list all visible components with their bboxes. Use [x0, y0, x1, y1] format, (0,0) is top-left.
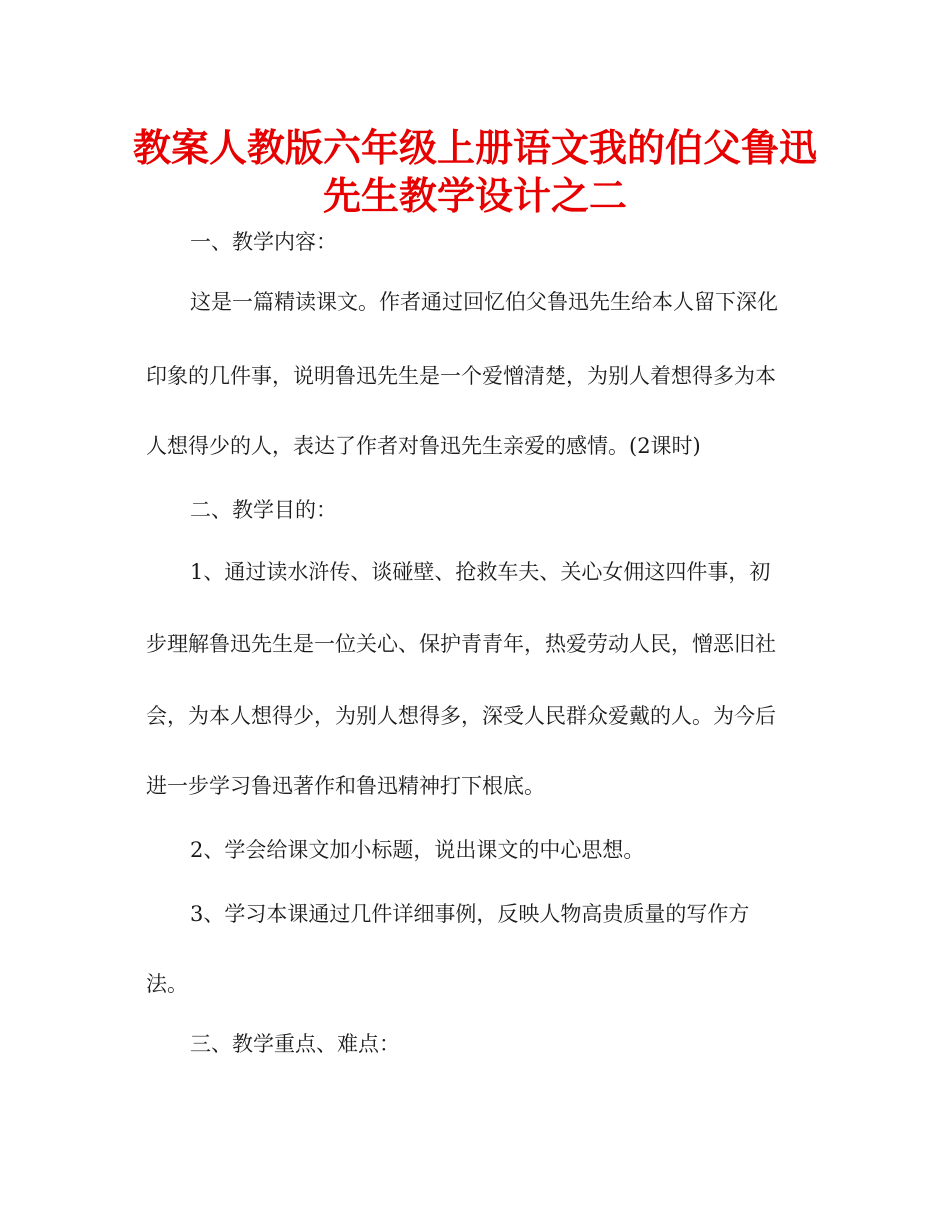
paragraph-line: 法。	[146, 972, 188, 996]
section-heading-focus: 三、教学重点、难点：	[190, 1032, 400, 1056]
paragraph-line: 印象的几件事，说明鲁迅先生是一个爱憎清楚，为别人着想得多为本	[146, 364, 776, 388]
section-heading-goals: 二、教学目的：	[190, 498, 337, 522]
paragraph-line: 会，为本人想得少，为别人想得多，深受人民群众爱戴的人。为今后	[146, 704, 776, 728]
paragraph-line: 2、学会给课文加小标题，说出课文的中心思想。	[190, 838, 645, 862]
paragraph-line: 3、学习本课通过几件详细事例，反映人物高贵质量的写作方	[190, 902, 750, 926]
title-line-2: 先生教学设计之二	[322, 174, 627, 218]
document-title	[120, 124, 830, 220]
paragraph-line: 1、通过读水浒传、谈碰壁、抢救车夫、关心女佣这四件事，初	[190, 560, 771, 584]
paragraph-line: 人想得少的人，表达了作者对鲁迅先生亲爱的感情。(2课时)	[146, 434, 701, 458]
paragraph-line: 步理解鲁迅先生是一位关心、保护青青年，热爱劳动人民，憎恶旧社	[146, 632, 776, 656]
title-line-1: 教案人教版六年级上册语文我的伯父鲁迅	[132, 126, 817, 170]
paragraph-line: 进一步学习鲁迅著作和鲁迅精神打下根底。	[146, 774, 545, 798]
section-heading-content: 一、教学内容：	[190, 230, 337, 254]
paragraph-line: 这是一篇精读课文。作者通过回忆伯父鲁迅先生给本人留下深化	[190, 290, 778, 314]
